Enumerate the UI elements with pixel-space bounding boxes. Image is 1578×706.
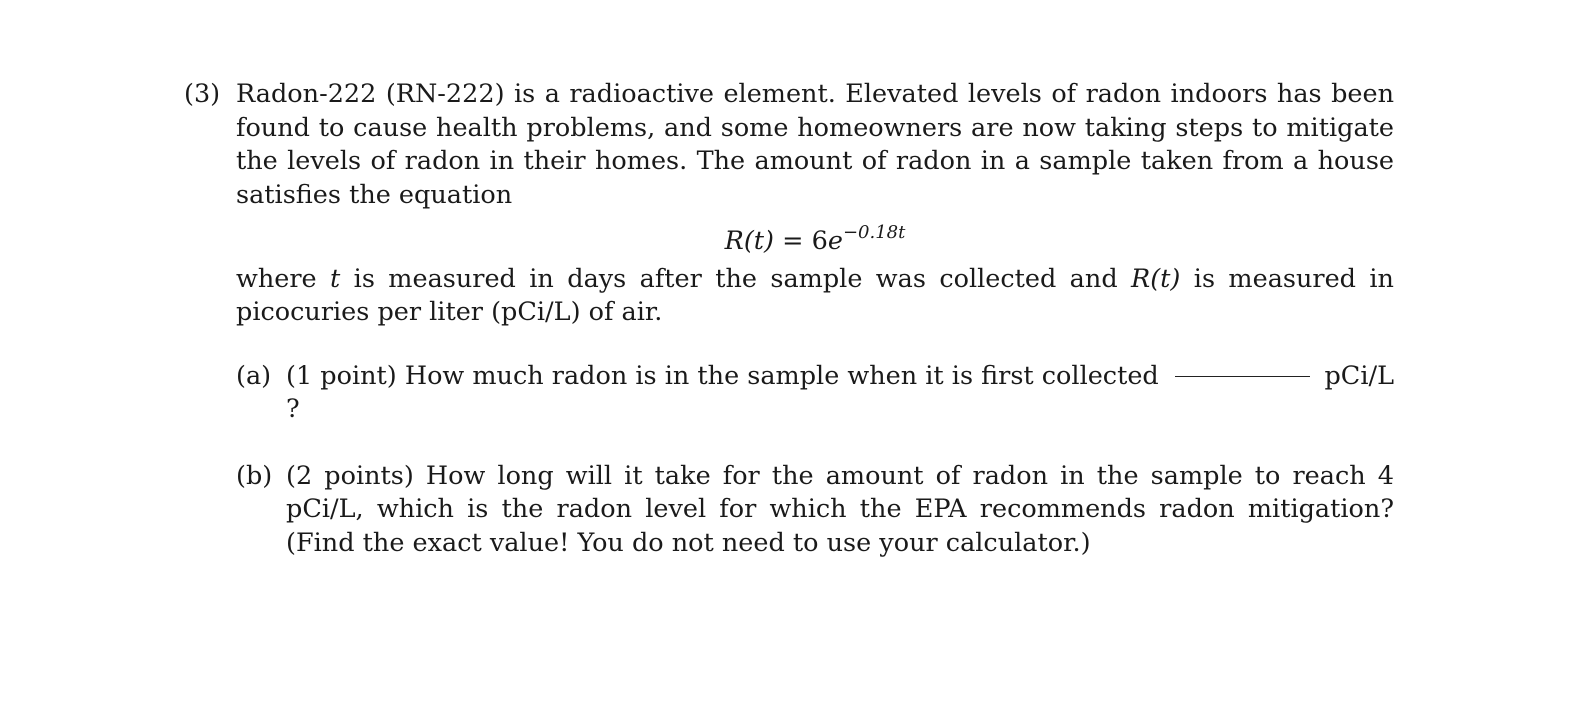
where-text-3: is measured in picocuries per liter (pCi/L) of air. (236, 263, 1394, 327)
where-text-1: where (236, 263, 331, 294)
equation-exponent: −0.18t (842, 222, 906, 243)
problem-number: (3) (184, 79, 221, 109)
part-a-unit: pCi/L (1324, 360, 1394, 391)
part-a (236, 360, 1394, 427)
problem-3 (184, 78, 1394, 560)
part-b-letter: (b) (236, 460, 273, 491)
equation-base: e (827, 226, 843, 256)
problem-statement (184, 78, 1394, 212)
variable-definitions (184, 263, 1394, 330)
part-b (236, 460, 1394, 561)
part-a-line (286, 360, 1394, 427)
problem-parts (184, 360, 1394, 561)
variable-R: R(t) (1131, 263, 1181, 294)
equation (184, 216, 1394, 259)
problem-intro: Radon-222 (RN-222) is a radioactive element. Elevated levels of radon indoors has been found to cause health problems, and some homeowners are now taking steps to mitigate the levels of radon in their homes. The amount of radon in a sample taken from a house satisfies the equation (236, 79, 1394, 210)
answer-blank[interactable] (1175, 376, 1310, 377)
part-a-letter: (a) (236, 360, 272, 391)
where-text-2: is measured in days after the sample was collected and (340, 263, 1132, 294)
equation-equals: = (782, 226, 804, 256)
variable-t: t (330, 263, 341, 294)
part-b-question: (2 points) How long will it take for the amount of radon in the sample to reach 4 pCi/L, which is the radon level for which the EPA recommends radon mitigation? (Find the exact value! You do not need to use your calculator.) (286, 460, 1394, 558)
equation-lhs: R(t) (724, 226, 775, 256)
equation-coefficient: 6 (811, 226, 828, 256)
part-a-question: (1 point) How much radon is in the sample when it is first collected ? (286, 360, 1159, 424)
